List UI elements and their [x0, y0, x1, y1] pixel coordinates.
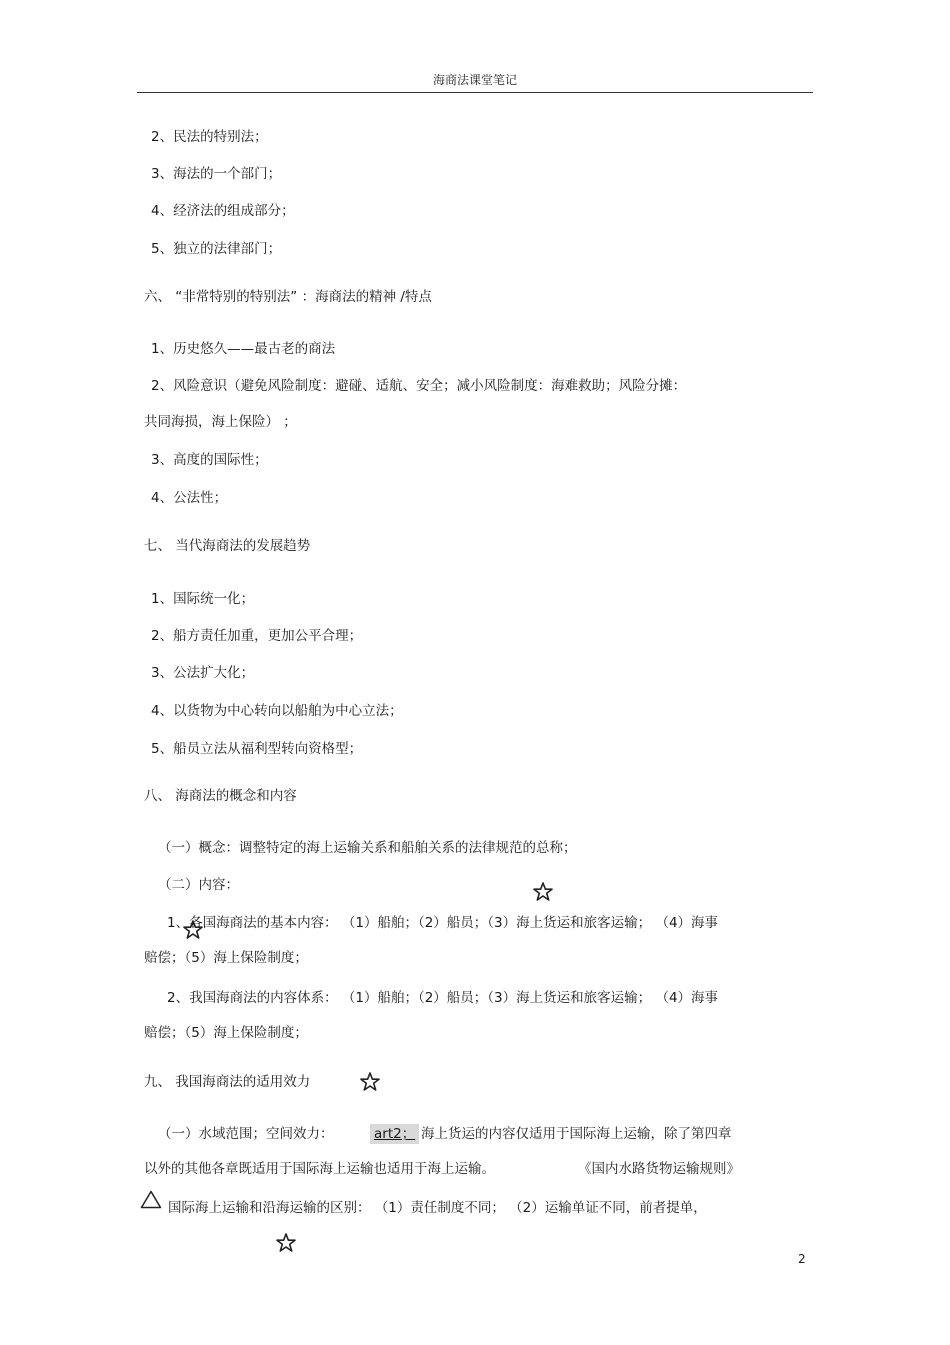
list-item: 2、风险意识（避免风险制度：避碰、适航、安全；减小风险制度：海难救助；风险分摊： — [151, 378, 687, 394]
triangle-outline-icon — [140, 1190, 162, 1209]
list-item-continuation: 共同海损，海上保险） ； — [144, 414, 297, 430]
list-item: （二）内容： — [158, 877, 239, 893]
list-item: 1、国际统一化； — [151, 591, 255, 607]
list-item: 4、公法性； — [151, 490, 228, 506]
list-item: 5、独立的法律部门； — [151, 241, 282, 257]
article-reference: art2； — [370, 1124, 419, 1144]
list-item-continuation: 以外的其他各章既适用于国际海上运输也适用于海上运输。 — [144, 1161, 495, 1177]
regulation-title: 《国内水路货物运输规则》 — [578, 1161, 740, 1177]
list-item: 2、船方责任加重，更加公平合理； — [151, 628, 363, 644]
list-item-continuation: 赔偿；（5）海上保险制度； — [144, 1025, 308, 1041]
list-item: 国际海上运输和沿海运输的区别： （1）责任制度不同； （2）运输单证不同，前者提单， — [168, 1200, 707, 1216]
section-heading-7: 七、 当代海商法的发展趋势 — [144, 538, 311, 554]
list-item: 1、各国海商法的基本内容： （1）船舶；（2）船员；（3）海上货运和旅客运输； （4）海事 — [167, 915, 719, 931]
list-item: （一）水域范围；空间效力： — [158, 1126, 334, 1142]
list-item: 3、海法的一个部门； — [151, 166, 282, 182]
list-item: 1、历史悠久——最古老的商法 — [151, 341, 336, 357]
list-item: 海上货运的内容仅适用于国际海上运输，除了第四章 — [421, 1126, 732, 1142]
list-item: 3、高度的国际性； — [151, 452, 268, 468]
section-heading-9: 九、 我国海商法的适用效力 — [144, 1074, 311, 1090]
list-item: 4、以货物为中心转向以船舶为中心立法； — [151, 703, 403, 719]
star-outline-icon — [276, 1233, 296, 1252]
section-heading-6: 六、 “非常特别的特别法” ：海商法的精神 /特点 — [144, 289, 432, 305]
star-outline-icon — [533, 882, 553, 901]
page-header-title: 海商法课堂笔记 — [432, 73, 517, 87]
list-item: 5、船员立法从福利型转向资格型； — [151, 741, 363, 757]
star-outline-icon — [360, 1072, 380, 1091]
page-number: 2 — [798, 1252, 806, 1266]
star-outline-icon — [183, 920, 203, 939]
list-item: 2、民法的特别法； — [151, 129, 268, 145]
list-item: 4、经济法的组成部分； — [151, 203, 295, 219]
list-item: （一）概念：调整特定的海上运输关系和船舶关系的法律规范的总称； — [158, 840, 577, 856]
header-divider — [137, 92, 813, 93]
section-heading-8: 八、 海商法的概念和内容 — [144, 788, 297, 804]
list-item: 2、我国海商法的内容体系： （1）船舶；（2）船员；（3）海上货运和旅客运输； （4）海事 — [167, 990, 719, 1006]
list-item-continuation: 赔偿；（5）海上保险制度； — [144, 950, 308, 966]
list-item: 3、公法扩大化； — [151, 665, 255, 681]
